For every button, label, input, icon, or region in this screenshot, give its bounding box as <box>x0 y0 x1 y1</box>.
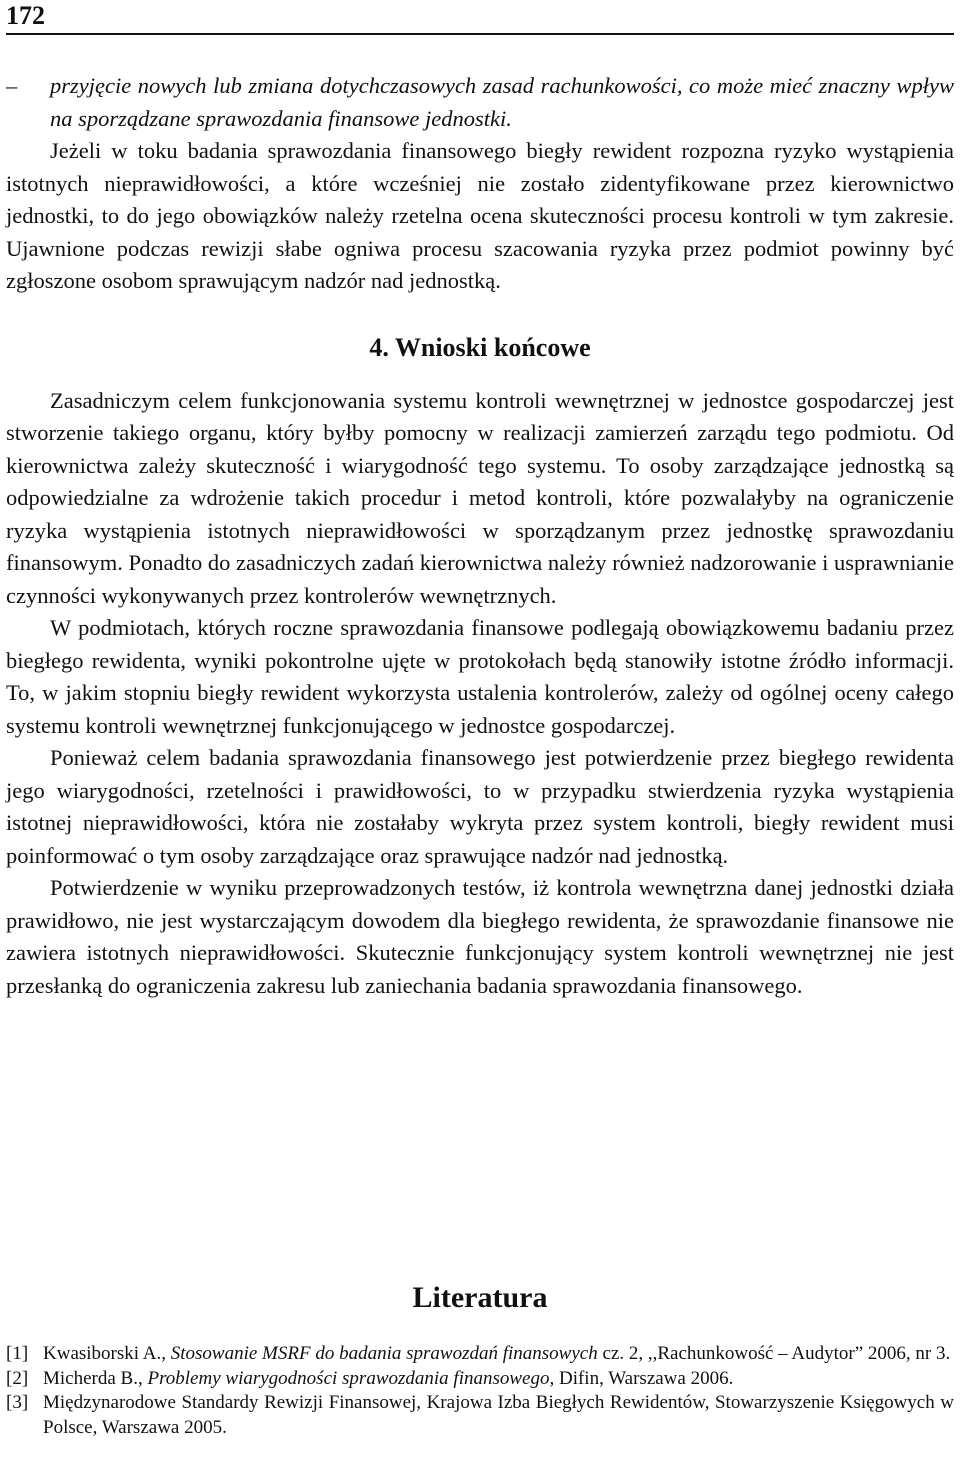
reference-title: Problemy wiarygodności sprawozdania finansowego <box>147 1367 550 1389</box>
reference-number: [1] <box>6 1343 29 1364</box>
document-page <box>6 0 954 1475</box>
bullet-item <box>6 70 954 135</box>
paragraph: Potwierdzenie w wyniku przeprowadzonych testów, iż kontrola wewnętrzna danej jednostki działa prawidłowo, nie jest wystarczającym dowodem dla biegłego rewidenta, że sprawozdanie finansowe nie zawiera istotnych nieprawidłowości. Skutecznie funkcjonujący system kontroli wewnętrznej nie jest przesłanką do ograniczenia zakresu lub zaniechania badania sprawozdania finansowego. <box>6 875 954 998</box>
reference-number: [3] <box>6 1392 29 1414</box>
page-number: 172 <box>6 1 45 30</box>
reference-item <box>6 1342 954 1367</box>
reference-item <box>6 1391 954 1440</box>
bullet-text: przyjęcie nowych lub zmiana dotychczasowych zasad rachunkowości, co może mieć znaczny wpływ na sporządzane sprawozdania finansowe jednostki. <box>50 73 954 131</box>
paragraph: Ponieważ celem badania sprawozdania finansowego jest potwierdzenie przez biegłego rewidenta jego wiarygodności, rzetelności i prawidłowości, to w przypadku stwierdzenia ryzyka wystąpienia istotnej nieprawidłowości, która nie zostałaby wykryta przez system kontroli, biegły rewident musi poinformować o tym osoby zarządzające oraz sprawujące nadzór nad jednostką. <box>6 745 954 868</box>
literature-heading: Literatura <box>412 1281 548 1314</box>
reference-author: Kwasiborski A., <box>43 1343 171 1364</box>
reference-details: , Difin, Warszawa 2006. <box>549 1367 734 1389</box>
page-header <box>6 0 954 35</box>
reference-number: [2] <box>6 1367 29 1389</box>
reference-list <box>6 1342 954 1441</box>
reference-details: Międzynarodowe Standardy Rewizji Finansowej, Krajowa Izba Biegłych Rewidentów, Stowarzyszenie Księgowych w Polsce, Warszawa 2005. <box>43 1392 954 1439</box>
reference-details: cz. 2, ,,Rachunkowość – Audytor” 2006, nr 3. <box>597 1343 951 1364</box>
paragraph: Zasadniczym celem funkcjonowania systemu kontroli wewnętrznej w jednostce gospodarczej jest stworzenie takiego organu, który byłby pomocny w realizacji zamierzeń zarządu tego podmiotu. Od kierownictwa zależy skuteczność i wiarygodność tego systemu. To osoby zarządzające jednostką są odpowiedzialne za wdrożenie takich procedur i metod kontroli, które pozwalałyby na ograniczenie ryzyka wystąpienia istotnych nieprawidłowości w sporządzanym przez jednostkę sprawozdaniu finansowym. Ponadto do zasadniczych zadań kierownictwa należy również nadzorowanie i usprawnianie czynności wykonywanych przez kontrolerów wewnętrznych. <box>6 387 954 608</box>
paragraph: Jeżeli w toku badania sprawozdania finansowego biegły rewident rozpozna ryzyko wystąpienia istotnych nieprawidłowości, a które wcześniej nie zostało zidentyfikowane przez kierownictwo jednostki, to do jego obowiązków należy rzetelna ocena skuteczności procesu kontroli w tym zakresie. Ujawnione podczas rewizji słabe ogniwa procesu szacowania ryzyka przez podmiot powinny być zgłoszone osobom sprawującym nadzór nad jednostką. <box>6 138 954 293</box>
paragraph: W podmiotach, których roczne sprawozdania finansowe podlegają obowiązkowemu badaniu przez biegłego rewidenta, wyniki pokontrolne ujęte w protokołach będą stanowiły istotne źródło informacji. To, w jakim stopniu biegły rewident wykorzysta ustalenia kontrolerów, zależy od ogólnej oceny całego systemu kontroli wewnętrznej funkcjonującego w jednostce gospodarczej. <box>6 615 954 738</box>
section-heading: 4. Wnioski końcowe <box>369 332 591 362</box>
reference-title: Stosowanie MSRF do badania sprawozdań finansowych <box>170 1343 598 1364</box>
reference-author: Micherda B., <box>43 1367 148 1389</box>
body-text <box>6 70 954 1002</box>
dash-marker: – <box>6 73 18 98</box>
reference-item <box>6 1367 954 1392</box>
